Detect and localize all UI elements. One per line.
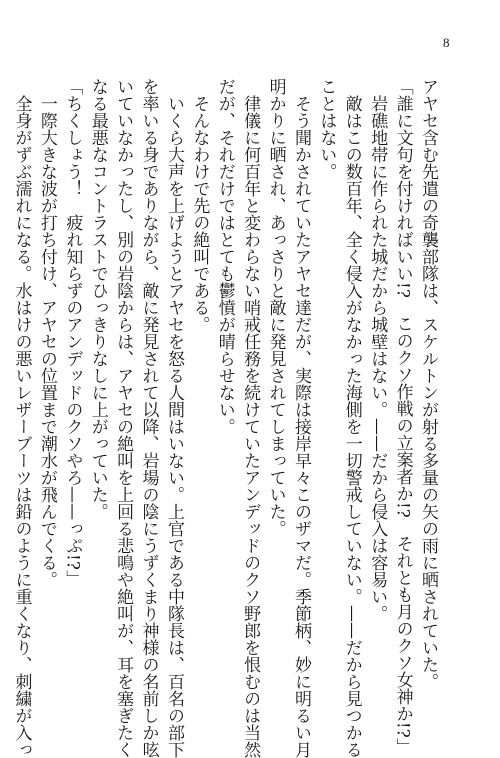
text-line: 律儀に何百年と変わらない哨戒任務を続けていたアンデッドのクソ野郎を恨むのは当然 xyxy=(240,78,261,758)
text-line: そう聞かされていたアヤセ達だが、実際は接岸早々このザマだ。季節柄、妙に明るい月 xyxy=(290,78,311,758)
text-line: なる最悪なコントラストでひっきりなしに上がっていた。 xyxy=(87,78,108,520)
text-line: 一際大きな波が打ち付け、アヤセの位置まで潮水が飛んでくる。 xyxy=(36,78,57,588)
text-line: 岩礁地帯に作られた城だから城壁はない。——だから侵入は容易い。 xyxy=(367,78,388,622)
text-line: いていなかったし、別の岩陰からは、アヤセの絶叫を上回る悲鳴や絶叫が、耳を塞ぎたく xyxy=(113,78,134,758)
text-line: 全身がずぶ濡れになる。水はけの悪いレザーブーツは鉛のように重くなり、刺繍が入っ xyxy=(11,78,32,758)
text-line: アヤセ含む先遣の奇襲部隊は、スケルトンが射る多量の矢の雨に晒されていた。 xyxy=(418,78,438,690)
text-line: だが、それだけではとても鬱憤が晴らせない。 xyxy=(214,78,235,435)
page-number: 8 xyxy=(443,35,450,50)
text-line: 敵はこの数百年、全く侵入がなかった海側を一切警戒していない。——だから見つかる xyxy=(341,78,362,758)
text-line: 明かりに晒され、あっさりと敵に発見されてしまっていた。 xyxy=(265,78,286,537)
text-line: 「誰に文句を付ければいい!? このクソ作戦の立案者か!? それとも月のクソ女神か!?」 xyxy=(392,78,413,755)
novel-text-column xyxy=(8,78,440,758)
text-line: そんなわけで先の絶叫である。 xyxy=(189,78,210,333)
text-line: ことはない。 xyxy=(316,78,337,180)
text-line: 「ちくしょう！ 疲れ知らずのアンデッドのクソやろ——っぷ!?」 xyxy=(62,78,83,587)
text-line: いくら大声を上げようとアヤセを怒る人間はいない。上官である中隊長は、百名の部下 xyxy=(163,78,184,758)
text-line: を率いる身でありながら、敵に発見されて以降、岩場の陰にうずくまり神様の名前しか呟 xyxy=(138,78,159,758)
